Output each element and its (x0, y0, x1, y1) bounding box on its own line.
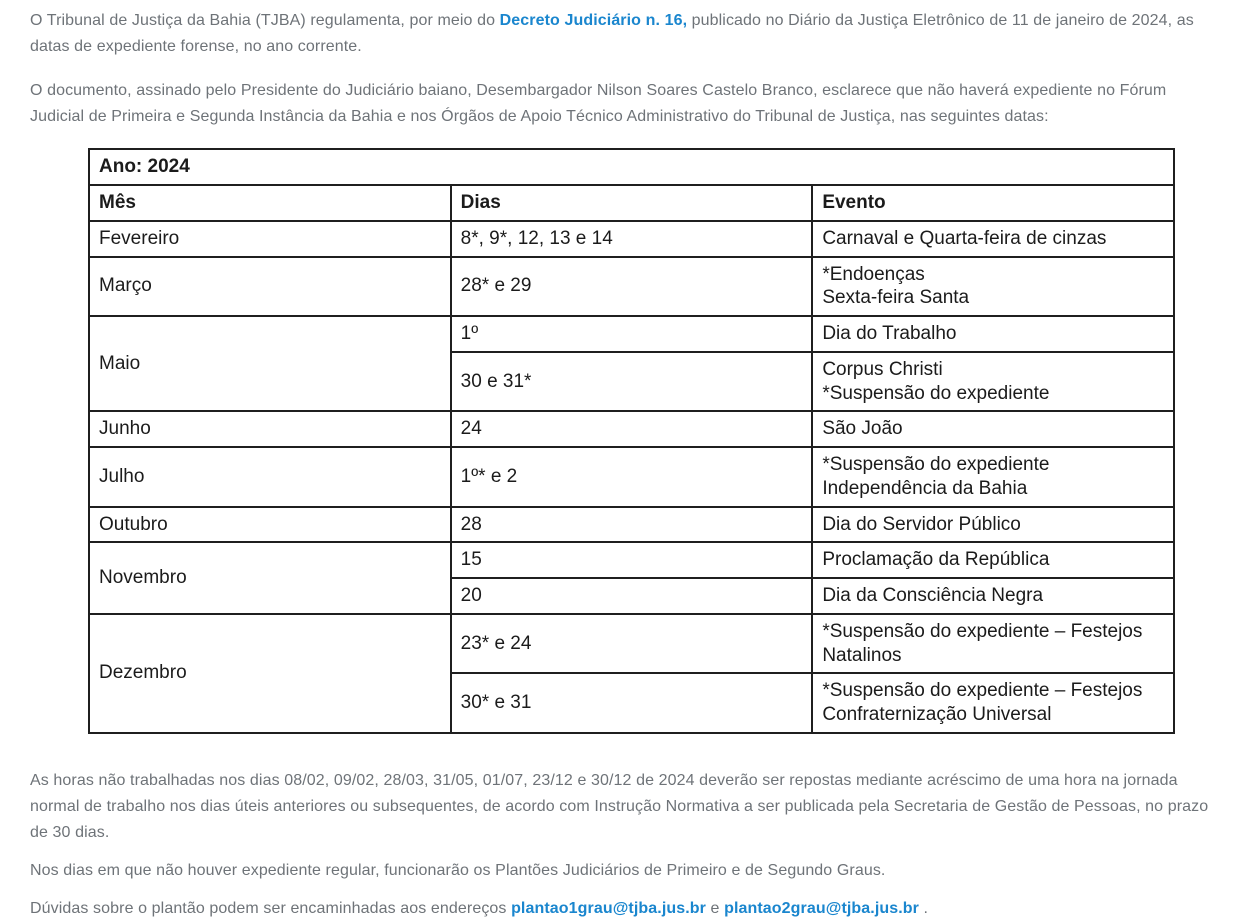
dias-cell: 30* e 31 (451, 673, 813, 733)
header-dias: Dias (451, 185, 813, 221)
p1-text-after: publicado no Diário da Justiça Eletrônico de 11 de janeiro de 2024, as datas de expediente forense, no ano corrente. (30, 12, 1194, 55)
intro-paragraph-1 (30, 8, 1209, 60)
p5-text-before: Dúvidas sobre o plantão podem ser encaminhadas aos endereços (30, 899, 512, 917)
evento-cell (812, 257, 1174, 317)
month-cell: Dezembro (89, 614, 451, 733)
evento-line: Dia do Trabalho (822, 323, 957, 344)
evento-line: Corpus Christi (822, 358, 943, 380)
forensic-calendar-table-wrap (88, 148, 1209, 734)
table-row (89, 507, 1174, 543)
evento-line: Sexta-feira Santa (822, 287, 970, 309)
dias-cell: 1º* e 2 (451, 447, 813, 507)
dias-cell: 24 (451, 411, 813, 447)
month-cell: Novembro (89, 542, 451, 614)
table-row (89, 411, 1174, 447)
table-row (89, 221, 1174, 257)
decreto-judiciario-link[interactable]: Decreto Judiciário n. 16, (499, 12, 688, 29)
month-cell: Fevereiro (89, 221, 451, 257)
table-row (89, 316, 1174, 352)
dias-cell: 28 (451, 507, 813, 543)
header-mes: Mês (89, 185, 451, 221)
evento-line: Carnaval e Quarta-feira de cinzas (822, 227, 1107, 249)
evento-cell (812, 316, 1174, 352)
table-row (89, 614, 1174, 674)
plantoes-paragraph: Nos dias em que não houver expediente regular, funcionarão os Plantões Judiciários de Primeiro e de Segundo Graus. (30, 861, 886, 879)
year-row (89, 149, 1174, 185)
evento-line: São João (822, 418, 903, 440)
evento-cell (812, 578, 1174, 614)
forensic-calendar-table (88, 148, 1175, 734)
dias-cell: 23* e 24 (451, 614, 813, 674)
dias-cell: 8*, 9*, 12, 13 e 14 (451, 221, 813, 257)
p1-text-before: O Tribunal de Justiça da Bahia (TJBA) regulamenta, por meio do (30, 12, 500, 29)
email-plantao1grau-link[interactable]: plantao1grau@tjba.jus.br (511, 899, 706, 917)
evento-line: *Suspensão do expediente – Festejos Confraternização Universal (822, 680, 1143, 725)
evento-cell (812, 221, 1174, 257)
dias-cell: 20 (451, 578, 813, 614)
evento-line: *Endoenças (822, 263, 925, 285)
evento-line: *Suspensão do expediente (822, 454, 1050, 475)
dias-cell: 30 e 31* (451, 352, 813, 412)
p5-text-after: . (919, 899, 929, 917)
evento-line: Dia da Consciência Negra (822, 585, 1044, 606)
evento-cell (812, 447, 1174, 507)
evento-line: Dia do Servidor Público (822, 513, 1021, 535)
evento-cell (812, 542, 1174, 578)
table-row (89, 542, 1174, 578)
header-evento: Evento (812, 185, 1174, 221)
evento-line: Independência da Bahia (822, 477, 1028, 499)
evento-cell (812, 507, 1174, 543)
month-cell: Julho (89, 447, 451, 507)
table-row (89, 447, 1174, 507)
reposicao-paragraph: As horas não trabalhadas nos dias 08/02, 09/02, 28/03, 31/05, 01/07, 23/12 e 30/12 de 2024 deverão ser repostas mediante acréscimo de uma hora na jornada normal de trabalho nos dias úteis anteriores ou subsequentes, de acordo com Instrução Normativa a ser publicada pela Secretaria de Gestão de Pessoas, no prazo de 30 dias. (30, 771, 1209, 841)
table-body (89, 221, 1174, 733)
header-row (89, 185, 1174, 221)
email-plantao2grau-link[interactable]: plantao2grau@tjba.jus.br (724, 899, 919, 917)
month-cell: Junho (89, 411, 451, 447)
evento-cell (812, 352, 1174, 412)
evento-cell (812, 411, 1174, 447)
evento-line: *Suspensão do expediente (822, 382, 1050, 404)
evento-cell (812, 673, 1174, 733)
duvidas-paragraph (30, 896, 1209, 922)
intro-paragraph-2: O documento, assinado pelo Presidente do Judiciário baiano, Desembargador Nilson Soares Castelo Branco, esclarece que não haverá expediente no Fórum Judicial de Primeira e Segunda Instância da Bahia e nos Órgãos de Apoio Técnico Administrativo do Tribunal de Justiça, nas seguintes datas: (30, 82, 1167, 125)
evento-line: Proclamação da República (822, 549, 1050, 571)
table-row (89, 257, 1174, 317)
p5-text-middle: e (705, 899, 725, 917)
dias-cell: 15 (451, 542, 813, 578)
dias-cell: 1º (451, 316, 813, 352)
month-cell: Março (89, 257, 451, 317)
month-cell: Outubro (89, 507, 451, 543)
year-cell: Ano: 2024 (89, 149, 1174, 185)
evento-line: *Suspensão do expediente – Festejos Natalinos (822, 620, 1143, 666)
evento-cell (812, 614, 1174, 674)
dias-cell: 28* e 29 (451, 257, 813, 317)
month-cell: Maio (89, 316, 451, 411)
